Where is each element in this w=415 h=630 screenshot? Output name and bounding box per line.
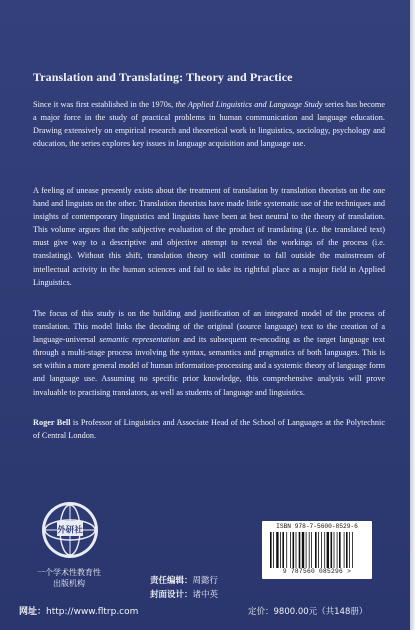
book-title: Translation and Translating: Theory and Practice <box>33 70 293 84</box>
isbn-label: ISBN 978-7-5600-8529-6 <box>276 523 358 530</box>
paragraph-focus <box>33 307 385 399</box>
paragraph-unease: A feeling of unease presently exists about the treatment of translation by translation theorists on the one hand and linguists on the other. Translation theorists have made little systematic use of the techniques and insights of contemporary linguistics and linguists have been at best neutral to the theory of translation. This volume argues that the subjective evaluation of the product of translating (i.e. the translated text) must give way to a descriptive and objective attempt to reveal the workings of the process (i.e. translating). Without this shift, translation theory will continue to fall outside the mainstream of intellectual activity in the human sciences and fail to take its rightful place as a major field in Applied Linguistics. <box>33 186 385 287</box>
website-label: 网址： <box>19 607 47 617</box>
website <box>19 604 138 617</box>
logo-text: 外研社 <box>57 525 83 536</box>
paragraph-author-bio <box>33 416 385 442</box>
author-name: Roger Bell <box>33 418 71 427</box>
p3-after: and its subsequent re-encoding as the target language text through a multi-stage process involving the syntax, semantics and pragmatics of both languages. This is set within a more general model of human information-processing and a systemic theory of language form and language use. Assuming no specific prior knowledge, this comprehensive analysis will prove invaluable to practising translators, as well as students of language and linguistics. <box>33 335 386 397</box>
editor-name: 周懿行 <box>192 576 219 586</box>
semantic-representation-term: semantic representation <box>99 335 180 345</box>
credits <box>150 574 218 602</box>
designer-row <box>150 588 218 602</box>
publisher-motto-line2: 出版机构 <box>53 579 85 588</box>
isbn-barcode <box>262 521 372 579</box>
editor-row <box>150 574 218 588</box>
price: 定价：9800.00元（共148册） <box>248 607 368 617</box>
isbn-digits: 9 787560 085296 > <box>282 568 352 575</box>
designer-name: 诸中英 <box>192 590 219 600</box>
barcode-bars-icon <box>270 532 364 568</box>
p3-before: The focus of this study is on the building and justification of an integrated model of the process of translation. This model links the decoding of the original (source language) text to the creation of a language-universal <box>33 309 385 345</box>
page-edge <box>410 0 415 630</box>
designer-label: 封面设计： <box>150 590 193 600</box>
paragraph-series-intro <box>33 98 385 150</box>
website-url[interactable]: http://www.fltrp.com <box>46 607 139 617</box>
author-bio: is Professor of Linguistics and Associate Head of the School of Languages at the Polytechnic of Central London. <box>33 418 385 441</box>
p1-after: series has become a major force in the study of practical problems in human communication and language education. Drawing extensively on empirical research and theoretical work in linguistics, sociology, psychology and education, the series explores key issues in language acquisition and language use. <box>33 100 385 149</box>
editor-label: 责任编辑： <box>150 576 193 586</box>
publisher-motto <box>23 567 115 589</box>
publisher-motto-line1: 一个学术性教育性 <box>37 568 101 577</box>
fltrp-globe-logo-icon <box>40 500 100 560</box>
series-name: the Applied Linguistics and Language Study <box>175 100 323 109</box>
p1-before: Since it was first established in the 1970s, <box>33 100 176 109</box>
